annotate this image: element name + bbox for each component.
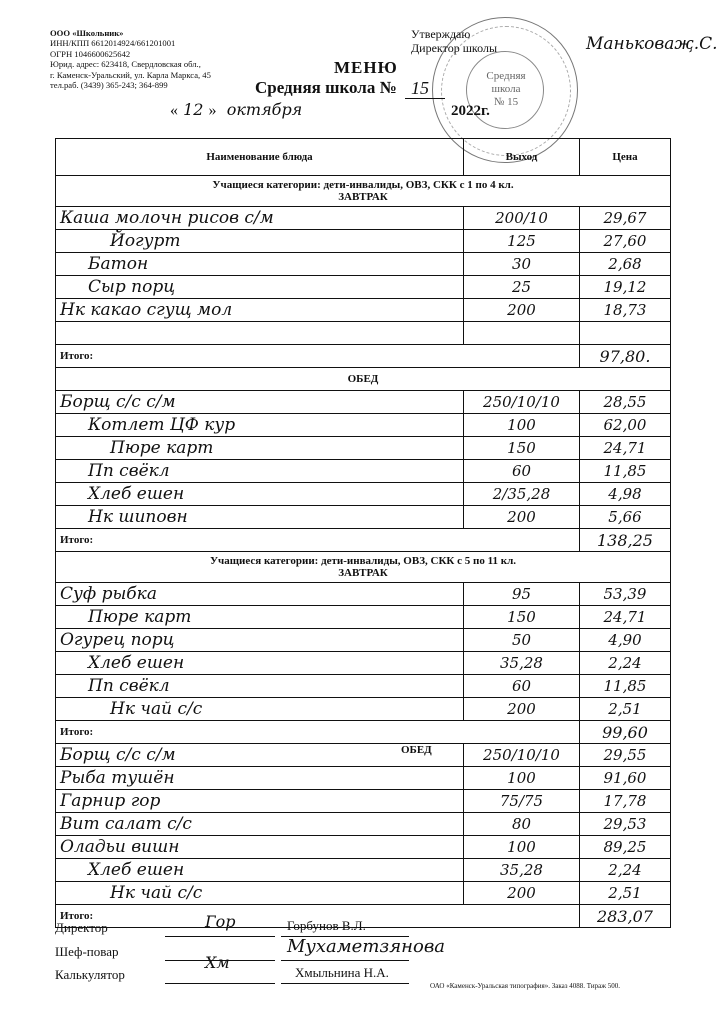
table-row xyxy=(56,437,671,460)
approval-block xyxy=(411,27,718,55)
dish-name xyxy=(56,767,464,790)
section-1-lunch-title xyxy=(56,368,671,391)
dish-price: 2,51 xyxy=(580,882,671,905)
dish-name-text: Нк какао сгущ мол xyxy=(60,300,233,320)
dish-price: 24,71 xyxy=(580,606,671,629)
dish-portion: 150 xyxy=(464,606,580,629)
dish-name xyxy=(56,276,464,299)
date-open-quote: « xyxy=(170,102,178,119)
dish-name-text: Оладьи вишн xyxy=(60,837,180,857)
org-name: ООО «Школьник» xyxy=(50,28,124,38)
menu-table xyxy=(55,138,671,928)
dish-portion: 200 xyxy=(464,506,580,529)
section-1-lunch xyxy=(56,391,671,529)
table-row xyxy=(56,207,671,230)
dish-price: 11,85 xyxy=(580,675,671,698)
section-2-title xyxy=(56,552,671,583)
dish-name-text: Рыба тушён xyxy=(60,768,175,788)
section-1-breakfast xyxy=(56,207,671,345)
section-1-lunch-label: ОБЕД xyxy=(56,368,671,391)
director-handwritten: Гор xyxy=(205,912,236,931)
total-label: Итого: xyxy=(56,905,580,928)
dish-name xyxy=(56,230,464,253)
total-value: 283,07 xyxy=(580,905,671,928)
table-row xyxy=(56,813,671,836)
org-phone: тел.раб. (3439) 365-243; 364-899 xyxy=(50,80,168,91)
dish-portion: 95 xyxy=(464,583,580,606)
dish-name-text: Хлеб ешен xyxy=(88,653,185,673)
dish-name xyxy=(56,583,464,606)
org-address-2: г. Каменск-Уральский, ул. Карла Маркса, 45 xyxy=(50,69,211,80)
dish-name-text: Борщ с/с с/м xyxy=(60,745,176,765)
dish-price xyxy=(580,322,671,345)
director-signature: Маньковаҗ.С. xyxy=(586,34,718,54)
dish-name-text: Хлеб ешен xyxy=(88,860,185,880)
table-row xyxy=(56,583,671,606)
dish-portion: 30 xyxy=(464,253,580,276)
total-value: 138,25 xyxy=(580,529,671,552)
dish-portion: 75/75 xyxy=(464,790,580,813)
approval-line-1: Утверждаю xyxy=(411,27,471,41)
dish-name-text: Пюре карт xyxy=(88,607,192,627)
dish-name xyxy=(56,859,464,882)
total-label: Итого: xyxy=(56,345,580,368)
dish-price: 2,51 xyxy=(580,698,671,721)
table-row xyxy=(56,460,671,483)
dish-name-text: Каша молочн рисов с/м xyxy=(60,208,274,228)
table-row xyxy=(56,253,671,276)
header-price: Цена xyxy=(580,139,671,176)
dish-portion: 80 xyxy=(464,813,580,836)
date-year: 2022г. xyxy=(451,103,490,119)
table-row xyxy=(56,652,671,675)
section-2-breakfast-label: ЗАВТРАК xyxy=(338,567,388,579)
section-2-lunch xyxy=(56,744,671,905)
date-month: октября xyxy=(226,100,303,119)
dish-portion xyxy=(464,322,580,345)
dish-name xyxy=(56,698,464,721)
stamp-center-text: Средняя школа № 15 xyxy=(486,70,526,108)
dish-name-text: Гарнир гор xyxy=(60,791,161,811)
dish-name xyxy=(56,299,464,322)
dish-portion: 60 xyxy=(464,675,580,698)
dish-portion: 250/10/10 xyxy=(464,391,580,414)
dish-portion: 200 xyxy=(464,882,580,905)
dish-portion: 200 xyxy=(464,299,580,322)
table-row xyxy=(56,483,671,506)
dish-name-text: Сыр порц xyxy=(88,277,176,297)
total-label: Итого: xyxy=(56,529,580,552)
dish-name xyxy=(56,790,464,813)
dish-name xyxy=(56,882,464,905)
dish-name xyxy=(56,483,464,506)
school-number: 15 xyxy=(411,78,429,98)
table-row xyxy=(56,276,671,299)
dish-portion: 100 xyxy=(464,836,580,859)
dish-price: 4,98 xyxy=(580,483,671,506)
dish-price: 4,90 xyxy=(580,629,671,652)
dish-name-text: Огурец порц xyxy=(60,630,175,650)
dish-price: 24,71 xyxy=(580,437,671,460)
school-number-underline xyxy=(405,98,445,99)
dish-portion: 50 xyxy=(464,629,580,652)
section-1-category: Учащиеся категории: дети-инвалиды, ОВЗ, СКК с 1 по 4 кл. xyxy=(212,179,514,191)
dish-price: 2,24 xyxy=(580,652,671,675)
dish-price: 27,60 xyxy=(580,230,671,253)
dish-portion: 125 xyxy=(464,230,580,253)
org-inn: ИНН/КПП 6612014924/661201001 xyxy=(50,38,176,49)
dish-portion: 2/35,28 xyxy=(464,483,580,506)
dish-price: 91,60 xyxy=(580,767,671,790)
calculator-handwritten: Хм xyxy=(205,953,230,972)
approval-line-2: Директор школы xyxy=(411,41,498,55)
dish-name xyxy=(56,629,464,652)
lunch-label: ОБЕД xyxy=(401,744,432,756)
table-row xyxy=(56,299,671,322)
dish-price: 53,39 xyxy=(580,583,671,606)
table-row xyxy=(56,859,671,882)
dish-name-text: Котлет ЦФ кур xyxy=(88,415,236,435)
dish-name-text: Нк чай с/с xyxy=(110,699,203,719)
dish-name xyxy=(56,207,464,230)
organization-header xyxy=(50,28,211,90)
dish-name-text: Пюре карт xyxy=(110,438,214,458)
section-1-breakfast-label: ЗАВТРАК xyxy=(338,191,388,203)
dish-name xyxy=(56,675,464,698)
dish-price: 62,00 xyxy=(580,414,671,437)
dish-price: 29,53 xyxy=(580,813,671,836)
dish-price: 28,55 xyxy=(580,391,671,414)
table-row xyxy=(56,414,671,437)
dish-price: 18,73 xyxy=(580,299,671,322)
header-name: Наименование блюда xyxy=(56,139,464,176)
dish-name-text: Нк чай с/с xyxy=(110,883,203,903)
dish-price: 17,78 xyxy=(580,790,671,813)
dish-price: 5,66 xyxy=(580,506,671,529)
table-row xyxy=(56,506,671,529)
dish-price: 89,25 xyxy=(580,836,671,859)
dish-price: 29,67 xyxy=(580,207,671,230)
org-address-1: Юрид. адрес: 623418, Свердловская обл., xyxy=(50,59,201,70)
dish-portion: 35,28 xyxy=(464,859,580,882)
table-row xyxy=(56,767,671,790)
section-2-category: Учащиеся категории: дети-инвалиды, ОВЗ, СКК с 5 по 11 кл. xyxy=(209,555,517,567)
dish-portion: 250/10/10 xyxy=(464,744,580,767)
total-value: 99,60 xyxy=(580,721,671,744)
total-value: 97,80. xyxy=(580,345,671,368)
dish-portion: 35,28 xyxy=(464,652,580,675)
dish-name xyxy=(56,606,464,629)
dish-price: 2,24 xyxy=(580,859,671,882)
dish-portion: 200/10 xyxy=(464,207,580,230)
dish-name-text: Йогурт xyxy=(110,231,181,251)
table-row xyxy=(56,230,671,253)
section-1-title xyxy=(56,176,671,207)
dish-portion: 150 xyxy=(464,437,580,460)
dish-name-text: Батон xyxy=(88,254,149,274)
dish-name-text: Борщ с/с с/м xyxy=(60,392,176,412)
table-row xyxy=(56,836,671,859)
director-label: Директор xyxy=(55,920,108,935)
printer-footer: ОАО «Каменск-Уральская типография». Заказ 4088. Тираж 500. xyxy=(430,982,621,990)
total-label: Итого: xyxy=(56,721,580,744)
dish-price: 29,55 xyxy=(580,744,671,767)
dish-portion: 25 xyxy=(464,276,580,299)
dish-name-text: Нк шиповн xyxy=(88,507,188,527)
dish-name xyxy=(56,253,464,276)
dish-name-text: Пп свёкл xyxy=(88,461,170,481)
dish-portion: 100 xyxy=(464,767,580,790)
section-2-breakfast xyxy=(56,583,671,721)
director-name: Горбунов В.Л. xyxy=(287,918,366,933)
table-row xyxy=(56,744,671,767)
section-1-lunch-total xyxy=(56,529,671,552)
dish-name xyxy=(56,836,464,859)
table-row xyxy=(56,391,671,414)
calculator-label: Калькулятор xyxy=(55,967,125,982)
date-day: 12 xyxy=(183,100,204,119)
dish-portion: 200 xyxy=(464,698,580,721)
dish-name-text: Хлеб ешен xyxy=(88,484,185,504)
dish-portion: 60 xyxy=(464,460,580,483)
header-out: Выход xyxy=(464,139,580,176)
dish-name-text: Вит салат с/с xyxy=(60,814,192,834)
dish-name xyxy=(56,460,464,483)
menu-date xyxy=(170,100,302,120)
school-line xyxy=(255,78,429,98)
table-row xyxy=(56,629,671,652)
dish-name xyxy=(56,652,464,675)
chef-name: Мухаметзянова xyxy=(287,936,446,957)
dish-name xyxy=(56,391,464,414)
dish-portion: 100 xyxy=(464,414,580,437)
dish-price: 11,85 xyxy=(580,460,671,483)
dish-name xyxy=(56,744,464,767)
section-2-breakfast-total xyxy=(56,721,671,744)
school-label: Средняя школа № xyxy=(255,78,397,97)
dish-name xyxy=(56,322,464,345)
table-row xyxy=(56,606,671,629)
page-title: МЕНЮ xyxy=(334,58,398,77)
dish-price: 19,12 xyxy=(580,276,671,299)
dish-price: 2,68 xyxy=(580,253,671,276)
dish-name-text: Пп свёкл xyxy=(88,676,170,696)
table-row xyxy=(56,675,671,698)
table-header-row xyxy=(56,139,671,176)
dish-name xyxy=(56,437,464,460)
dish-name xyxy=(56,506,464,529)
table-row xyxy=(56,698,671,721)
dish-name-text: Суф рыбка xyxy=(60,584,157,604)
calculator-name: Хмыльнина Н.А. xyxy=(295,965,389,980)
table-row xyxy=(56,322,671,345)
chef-label: Шеф-повар xyxy=(55,944,119,959)
dish-name xyxy=(56,813,464,836)
date-close-quote: » xyxy=(208,102,217,119)
section-1-breakfast-total xyxy=(56,345,671,368)
table-row xyxy=(56,790,671,813)
dish-name xyxy=(56,414,464,437)
table-row xyxy=(56,882,671,905)
org-ogrn: ОГРН 1046600625642 xyxy=(50,48,131,59)
